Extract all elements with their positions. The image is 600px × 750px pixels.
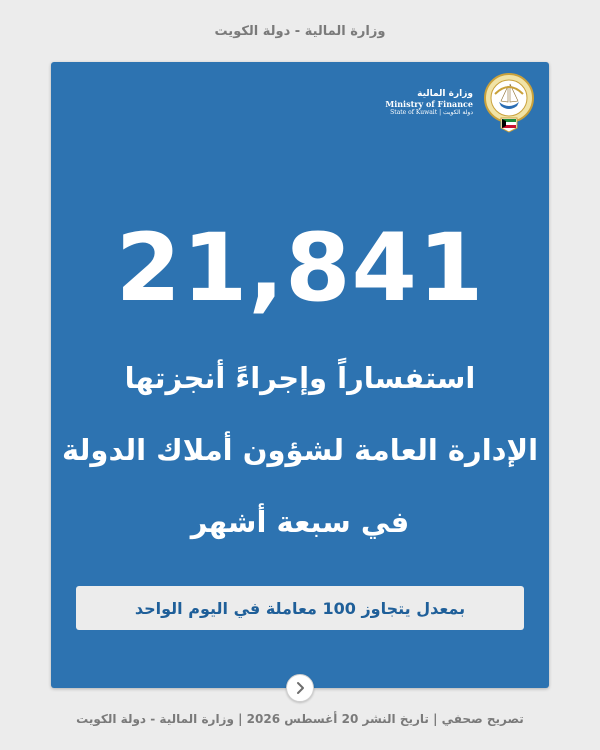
ministry-name-english: Ministry of Finance (385, 98, 473, 109)
state-name-arabic: دولة الكويت (443, 108, 473, 116)
page-header-title: وزارة المالية - دولة الكويت (214, 24, 386, 39)
next-slide-button[interactable] (286, 674, 314, 702)
headline-line-2: الإدارة العامة لشؤون أملاك الدولة (61, 433, 539, 467)
ministry-logo-text (385, 89, 473, 116)
ministry-state-line (385, 110, 473, 117)
kuwait-emblem-icon (481, 72, 537, 134)
ministry-name-arabic: وزارة المالية (417, 89, 473, 100)
daily-rate-text: بمعدل يتجاوز 100 معاملة في اليوم الواحد (134, 598, 466, 618)
daily-rate-banner (76, 586, 524, 630)
state-separator: | (439, 108, 443, 116)
state-name-english: State of Kuwait (390, 108, 438, 116)
footer-caption: تصريح صحفي | تاريخ النشر 20 أغسطس 2026 | وزارة المالية - دولة الكويت (76, 712, 524, 726)
chevron-right-icon (293, 681, 307, 695)
headline-line-1: استفساراً وإجراءً أنجزتها (124, 361, 476, 395)
ministry-logo (385, 72, 537, 134)
infographic-card (51, 62, 549, 688)
headline-line-3: في سبعة أشهر (190, 505, 410, 539)
total-inquiries-number: 21,841 (115, 214, 485, 323)
